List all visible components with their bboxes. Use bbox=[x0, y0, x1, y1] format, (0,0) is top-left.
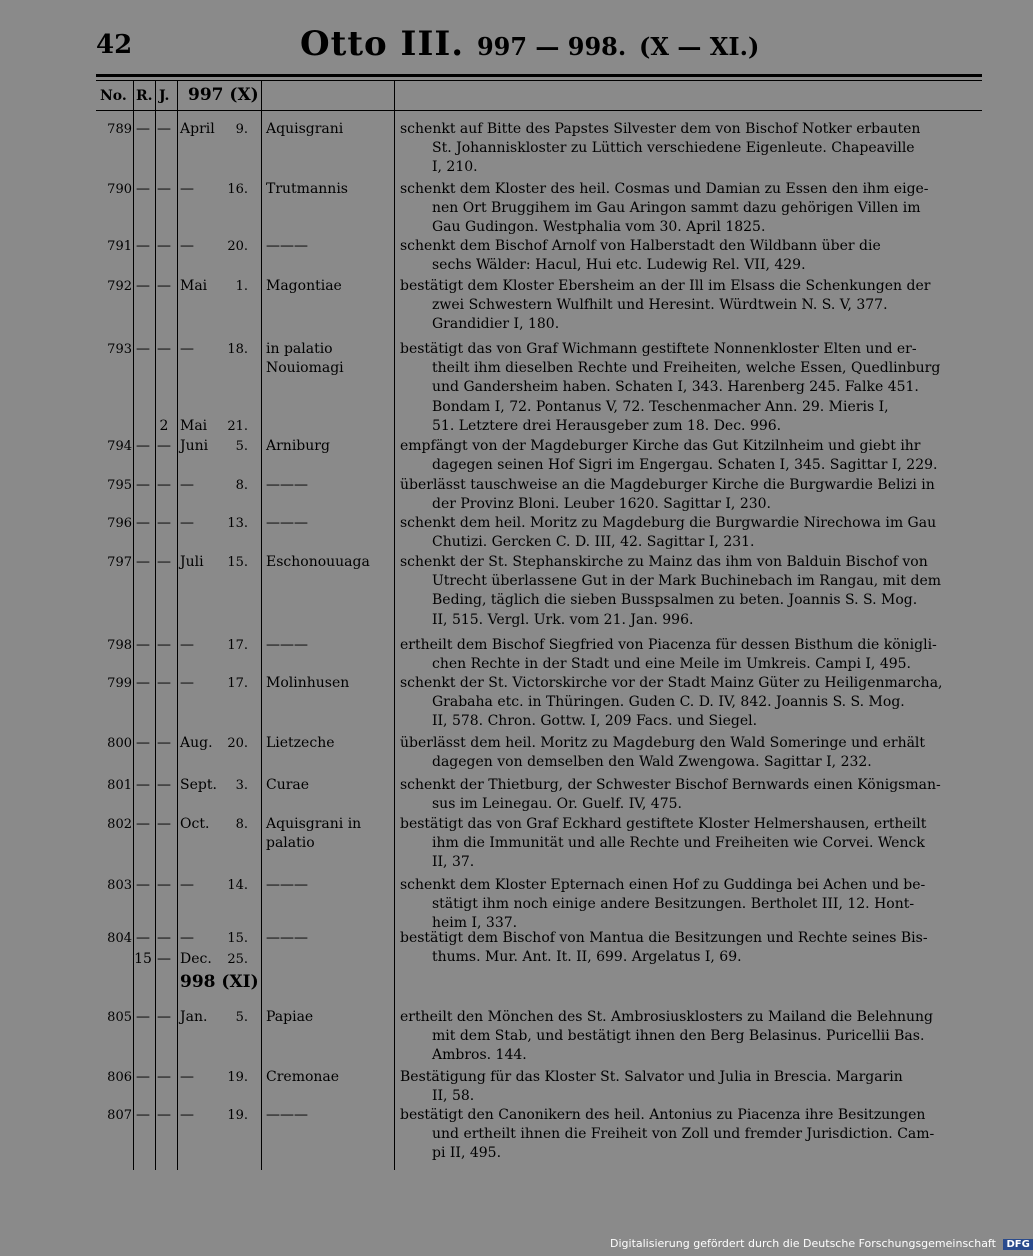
place: Eschonouuaga bbox=[266, 554, 370, 570]
day: 3. bbox=[235, 778, 248, 793]
j-column: — bbox=[157, 1069, 171, 1085]
r-column: 15 bbox=[134, 951, 152, 967]
entry-line: Bondam I, 72. Pontanus V, 72. Teschenmacher Ann. 29. Mieris I, bbox=[432, 398, 889, 415]
day: 18. bbox=[227, 342, 248, 357]
entry-number: 790 bbox=[107, 182, 132, 197]
place: Aquisgrani in palatio bbox=[266, 816, 362, 852]
place: Trutmannis bbox=[266, 181, 348, 197]
month: April bbox=[180, 121, 215, 137]
entry-text bbox=[400, 674, 980, 732]
entry-line: Beding, täglich die sieben Busspsalmen zu beten. Joannis S. S. Mog. bbox=[432, 592, 918, 609]
month: — bbox=[180, 1069, 194, 1085]
j-column: — bbox=[157, 238, 171, 254]
r-column: — bbox=[136, 121, 150, 137]
place: Magontiae bbox=[266, 278, 342, 294]
r-column: — bbox=[136, 675, 150, 691]
j-column: — bbox=[157, 278, 171, 294]
place: ——— bbox=[266, 515, 308, 531]
day: 15. bbox=[227, 555, 248, 570]
month: Juni bbox=[180, 438, 209, 454]
day: 25. bbox=[227, 952, 248, 967]
day: 17. bbox=[227, 676, 248, 691]
place: ——— bbox=[266, 877, 308, 893]
entry-text bbox=[400, 815, 980, 873]
entry-line: schenkt der St. Stephanskirche zu Mainz das ihm von Balduin Bischof von bbox=[400, 554, 928, 570]
entry-line: St. Johanniskloster zu Lüttich verschiedene Eigenleute. Chapeaville bbox=[432, 140, 915, 157]
entry-line: Gau Gudingon. Westphalia vom 30. April 1825. bbox=[432, 219, 766, 236]
r-column: — bbox=[136, 735, 150, 751]
entry-text bbox=[400, 1068, 980, 1106]
j-column: — bbox=[157, 777, 171, 793]
month: — bbox=[180, 675, 194, 691]
entry-number: 793 bbox=[107, 342, 132, 357]
entry-number: 795 bbox=[107, 478, 132, 493]
entry-number: 800 bbox=[107, 736, 132, 751]
place: ——— bbox=[266, 477, 308, 493]
day: 5. bbox=[235, 439, 248, 454]
year-heading: 998 (XI) bbox=[180, 972, 259, 992]
month: — bbox=[180, 930, 194, 946]
title-years: 997 — 998. bbox=[476, 32, 627, 61]
j-column: — bbox=[157, 515, 171, 531]
day: 8. bbox=[235, 478, 248, 493]
entry-number: 798 bbox=[107, 638, 132, 653]
header-rule bbox=[96, 74, 982, 77]
day: 9. bbox=[235, 122, 248, 137]
place: ——— bbox=[266, 930, 308, 946]
entry-line: mit dem Stab, und bestätigt ihnen den Berg Belasinus. Puricellii Bas. bbox=[432, 1028, 925, 1045]
entry-line: und ertheilt ihnen die Freiheit von Zoll und fremder Jurisdiction. Cam- bbox=[432, 1126, 935, 1143]
day: 21. bbox=[227, 419, 248, 434]
entry-line: sechs Wälder: Hacul, Hui etc. Ludewig Rel. VII, 429. bbox=[432, 257, 806, 274]
entry-line: Grabaha etc. in Thüringen. Guden C. D. IV, 842. Joannis S. S. Mog. bbox=[432, 694, 905, 711]
month: — bbox=[180, 341, 194, 357]
j-column: — bbox=[157, 1107, 171, 1123]
place: Arniburg bbox=[266, 438, 330, 454]
month: Dec. bbox=[180, 951, 212, 967]
month: — bbox=[180, 477, 194, 493]
day: 14. bbox=[227, 878, 248, 893]
day: 1. bbox=[235, 279, 248, 294]
entry-line: thums. Mur. Ant. It. II, 699. Argelatus I, 69. bbox=[432, 949, 742, 966]
month: Jan. bbox=[180, 1009, 208, 1025]
footer-credit bbox=[610, 1237, 1033, 1250]
day: 8. bbox=[235, 817, 248, 832]
page-number: 42 bbox=[96, 30, 133, 60]
entry-line: bestätigt dem Bischof von Mantua die Besitzungen und Rechte seines Bis- bbox=[400, 930, 928, 946]
entry-line: heim I, 337. bbox=[432, 915, 518, 932]
entry-number: 794 bbox=[107, 439, 132, 454]
place: Curae bbox=[266, 777, 310, 793]
entry-text bbox=[400, 514, 980, 552]
entry-text bbox=[400, 340, 980, 436]
entry-text bbox=[400, 120, 980, 178]
entry-line: Bestätigung für das Kloster St. Salvator und Julia in Brescia. Margarin bbox=[400, 1069, 903, 1085]
entry-line: schenkt dem Kloster des heil. Cosmas und Damian zu Essen den ihm eige- bbox=[400, 181, 929, 197]
place: Molinhusen bbox=[266, 675, 350, 691]
r-column: — bbox=[136, 1069, 150, 1085]
entry-line: schenkt dem Kloster Epternach einen Hof zu Guddinga bei Achen und be- bbox=[400, 877, 926, 893]
r-column: — bbox=[136, 816, 150, 832]
entry-number: 803 bbox=[107, 878, 132, 893]
column-header-r: R. bbox=[136, 88, 153, 104]
column-divider bbox=[177, 80, 178, 1170]
entry-number: 807 bbox=[107, 1108, 132, 1123]
entry-number: 797 bbox=[107, 555, 132, 570]
j-column: — bbox=[157, 477, 171, 493]
entry-text bbox=[400, 1008, 980, 1066]
place: Papiae bbox=[266, 1009, 314, 1025]
entry-number: 805 bbox=[107, 1010, 132, 1025]
entry-line: Utrecht überlassene Gut in der Mark Buchinebach im Rangau, mit dem bbox=[432, 573, 942, 590]
column-header-j: J. bbox=[159, 88, 170, 104]
entry-text bbox=[400, 277, 980, 335]
month: Aug. bbox=[180, 735, 213, 751]
entry-text bbox=[400, 776, 980, 814]
place: Aquisgrani bbox=[266, 121, 344, 137]
day: 19. bbox=[227, 1108, 248, 1123]
entry-text bbox=[400, 734, 980, 772]
entry-number: 802 bbox=[107, 817, 132, 832]
entry-number: 801 bbox=[107, 778, 132, 793]
r-column: — bbox=[136, 777, 150, 793]
month: Juli bbox=[180, 554, 204, 570]
entry-line: dagegen von demselben den Wald Zwengowa. Sagittar I, 232. bbox=[432, 754, 872, 771]
r-column: — bbox=[136, 1009, 150, 1025]
column-header-rule bbox=[96, 110, 982, 111]
entry-text bbox=[400, 180, 980, 238]
j-column: — bbox=[157, 930, 171, 946]
j-column: — bbox=[157, 675, 171, 691]
entry-line: und Gandersheim haben. Schaten I, 343. Harenberg 245. Falke 451. bbox=[432, 379, 919, 396]
j-column: — bbox=[157, 951, 171, 967]
entry-line: II, 515. Vergl. Urk. vom 21. Jan. 996. bbox=[432, 611, 694, 628]
place: ——— bbox=[266, 637, 308, 653]
entry-line: Ambros. 144. bbox=[432, 1047, 527, 1064]
entry-line: überlässt tauschweise an die Magdeburger Kirche die Burgwardie Belizi in bbox=[400, 477, 935, 493]
r-column: — bbox=[136, 278, 150, 294]
day: 16. bbox=[227, 182, 248, 197]
place: ——— bbox=[266, 238, 308, 254]
r-column: — bbox=[136, 637, 150, 653]
r-column: — bbox=[136, 554, 150, 570]
j-column: — bbox=[157, 554, 171, 570]
entry-number: 789 bbox=[107, 122, 132, 137]
entry-line: Chutizi. Gercken C. D. III, 42. Sagittar I, 231. bbox=[432, 534, 755, 551]
entry-number: 791 bbox=[107, 239, 132, 254]
column-header-no: No. bbox=[100, 88, 127, 104]
entry-line: ertheilt den Mönchen des St. Ambrosiusklosters zu Mailand die Belehnung bbox=[400, 1009, 933, 1025]
month: — bbox=[180, 1107, 194, 1123]
r-column: — bbox=[136, 238, 150, 254]
r-column: — bbox=[136, 438, 150, 454]
title-name: Otto III. bbox=[300, 24, 465, 64]
j-column: — bbox=[157, 1009, 171, 1025]
entry-line: überlässt dem heil. Moritz zu Magdeburg den Wald Someringe und erhält bbox=[400, 735, 926, 751]
entry-line: nen Ort Bruggihem im Gau Aringon sammt dazu gehörigen Villen im bbox=[432, 200, 921, 217]
day: 20. bbox=[227, 736, 248, 751]
entry-line: Grandidier I, 180. bbox=[432, 316, 560, 333]
j-column: — bbox=[157, 735, 171, 751]
month: Sept. bbox=[180, 777, 217, 793]
day: 20. bbox=[227, 239, 248, 254]
day: 19. bbox=[227, 1070, 248, 1085]
j-column: — bbox=[157, 181, 171, 197]
entry-number: 792 bbox=[107, 279, 132, 294]
entry-number: 799 bbox=[107, 676, 132, 691]
r-column: — bbox=[136, 1107, 150, 1123]
month: — bbox=[180, 877, 194, 893]
month: Mai bbox=[180, 278, 208, 294]
entry-number: 796 bbox=[107, 516, 132, 531]
day: 5. bbox=[235, 1010, 248, 1025]
month: — bbox=[180, 181, 194, 197]
day: 13. bbox=[227, 516, 248, 531]
title-indiction: (X — XI.) bbox=[639, 32, 760, 61]
header-rule-thin bbox=[96, 80, 982, 81]
month: — bbox=[180, 238, 194, 254]
day: 17. bbox=[227, 638, 248, 653]
entry-line: bestätigt das von Graf Eckhard gestiftete Kloster Helmershausen, ertheilt bbox=[400, 816, 927, 832]
j-column: — bbox=[157, 816, 171, 832]
j-column: 2 bbox=[159, 418, 169, 434]
dfg-logo-icon: DFG bbox=[1003, 1239, 1032, 1250]
month: Mai bbox=[180, 418, 208, 434]
entry-line: bestätigt den Canonikern des heil. Antonius zu Piacenza ihre Besitzungen bbox=[400, 1107, 926, 1123]
r-column: — bbox=[136, 181, 150, 197]
entry-line: empfängt von der Magdeburger Kirche das Gut Kitzilnheim und giebt ihr bbox=[400, 438, 921, 454]
place: ——— bbox=[266, 1107, 308, 1123]
entry-line: schenkt der Thietburg, der Schwester Bischof Bernwards einen Königsman- bbox=[400, 777, 941, 793]
column-divider bbox=[261, 80, 262, 1170]
entry-line: schenkt der St. Victorskirche vor der Stadt Mainz Güter zu Heiligenmarcha, bbox=[400, 675, 943, 691]
r-column: — bbox=[136, 930, 150, 946]
entry-text bbox=[400, 636, 980, 674]
place: Cremonae bbox=[266, 1069, 340, 1085]
page-title bbox=[300, 24, 759, 64]
entry-line: der Provinz Bloni. Leuber 1620. Sagittar I, 230. bbox=[432, 496, 771, 513]
entry-text bbox=[400, 476, 980, 514]
entry-text bbox=[400, 553, 980, 630]
day: 15. bbox=[227, 931, 248, 946]
j-column: — bbox=[157, 121, 171, 137]
entry-text bbox=[400, 929, 980, 967]
entry-line: II, 578. Chron. Gottw. I, 209 Facs. und Siegel. bbox=[432, 713, 758, 730]
month: Oct. bbox=[180, 816, 210, 832]
place: in palatio Nouiomagi bbox=[266, 341, 344, 377]
footer-text: Digitalisierung gefördert durch die Deutsche Forschungsgemeinschaft bbox=[610, 1237, 996, 1250]
entry-line: chen Rechte in der Stadt und eine Meile im Umkreis. Campi I, 495. bbox=[432, 656, 911, 673]
entry-number: 806 bbox=[107, 1070, 132, 1085]
month: — bbox=[180, 637, 194, 653]
entry-text bbox=[400, 876, 980, 934]
column-header-year: 997 (X) bbox=[188, 85, 259, 105]
entry-text bbox=[400, 1106, 980, 1164]
entry-line: bestätigt dem Kloster Ebersheim an der Ill im Elsass die Schenkungen der bbox=[400, 278, 931, 294]
place: Lietzeche bbox=[266, 735, 335, 751]
entry-line: bestätigt das von Graf Wichmann gestiftete Nonnenkloster Elten und er- bbox=[400, 341, 917, 357]
j-column: — bbox=[157, 637, 171, 653]
entry-line: II, 58. bbox=[432, 1088, 475, 1105]
entry-line: I, 210. bbox=[432, 159, 478, 176]
entry-line: II, 37. bbox=[432, 854, 475, 871]
entry-line: sus im Leinegau. Or. Guelf. IV, 475. bbox=[432, 796, 682, 813]
entry-line: ertheilt dem Bischof Siegfried von Piacenza für dessen Bisthum die königli- bbox=[400, 637, 937, 653]
r-column: — bbox=[136, 341, 150, 357]
entry-line: ihm die Immunität und alle Rechte und Freiheiten wie Corvei. Wenck bbox=[432, 835, 925, 852]
entry-line: theilt ihm dieselben Rechte und Freiheiten, welche Essen, Quedlinburg bbox=[432, 360, 941, 377]
entry-line: 51. Letztere drei Herausgeber zum 18. Dec. 996. bbox=[432, 417, 782, 434]
entry-text bbox=[400, 237, 980, 275]
r-column: — bbox=[136, 477, 150, 493]
entry-line: pi II, 495. bbox=[432, 1145, 502, 1162]
j-column: — bbox=[157, 438, 171, 454]
month: — bbox=[180, 515, 194, 531]
j-column: — bbox=[157, 341, 171, 357]
j-column: — bbox=[157, 877, 171, 893]
r-column: — bbox=[136, 877, 150, 893]
entry-line: schenkt auf Bitte des Papstes Silvester dem von Bischof Notker erbauten bbox=[400, 121, 921, 137]
entry-line: stätigt ihm noch einige andere Besitzungen. Bertholet III, 12. Hont- bbox=[432, 896, 915, 913]
entry-line: zwei Schwestern Wulfhilt und Heresint. Würdtwein N. S. V, 377. bbox=[432, 297, 888, 314]
entry-line: dagegen seinen Hof Sigri im Engergau. Schaten I, 345. Sagittar I, 229. bbox=[432, 457, 938, 474]
entry-line: schenkt dem Bischof Arnolf von Halberstadt den Wildbann über die bbox=[400, 238, 881, 254]
column-divider bbox=[394, 80, 395, 1170]
entry-number: 804 bbox=[107, 931, 132, 946]
r-column: — bbox=[136, 515, 150, 531]
entry-text bbox=[400, 437, 980, 475]
entry-line: schenkt dem heil. Moritz zu Magdeburg die Burgwardie Nirechowa im Gau bbox=[400, 515, 937, 531]
